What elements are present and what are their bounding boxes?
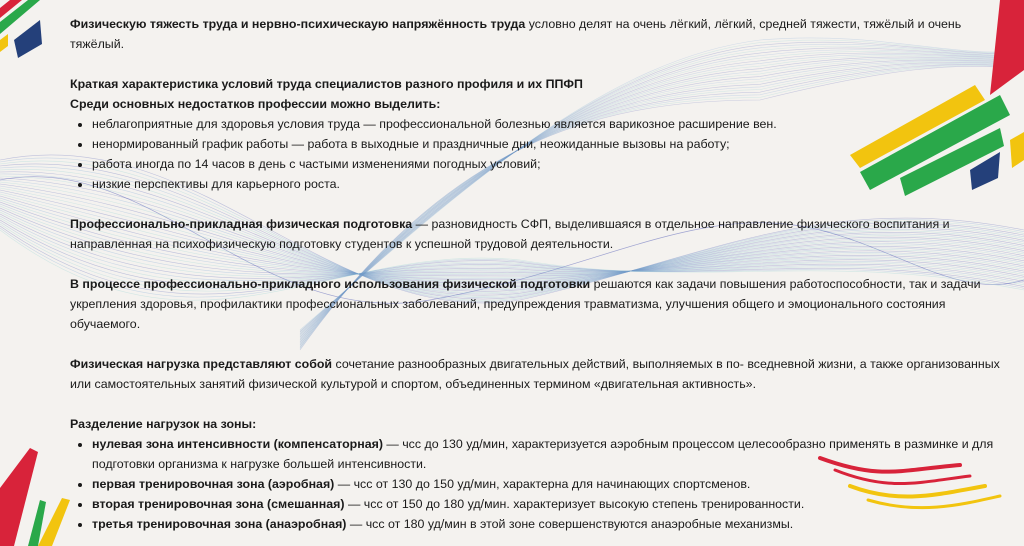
list-item	[92, 494, 1005, 514]
paragraph-bold-lead: В процессе профессионально-прикладного использования физической подготовки	[70, 277, 591, 291]
zone-name: третья тренировочная зона (анаэробная)	[92, 517, 347, 531]
paragraph-bold-lead: Физическая нагрузка представляют собой	[70, 357, 333, 371]
section-title-zones: Разделение нагрузок на зоны:	[70, 417, 257, 431]
corner-navy-block	[14, 20, 42, 58]
corner-red-stripe	[0, 0, 22, 18]
paragraph-bold-lead: Физическую тяжесть труда и нервно-психическаую напряжённость труда	[70, 17, 526, 31]
disadvantages-list	[70, 114, 1005, 194]
bottomleft-green-stripe	[28, 500, 46, 546]
bottomleft-yellow-stripe	[38, 498, 70, 546]
topright-yellow-small	[1010, 132, 1024, 168]
zone-description: — чсс от 150 до 180 уд/мин. характеризует высокую степень тренированности.	[344, 497, 805, 511]
zone-name: вторая тренировочная зона (смешанная)	[92, 497, 345, 511]
document-content	[70, 14, 1005, 534]
list-item	[92, 474, 1005, 494]
paragraph-bold-lead: Профессионально-прикладная физическая подготовка	[70, 217, 413, 231]
corner-yellow-stripe	[0, 34, 8, 52]
list-item	[92, 514, 1005, 534]
paragraph-ppfp-definition	[70, 214, 1005, 254]
paragraph-labor-severity	[70, 14, 1005, 54]
list-item: • ненормированный график работы — работа в выходные и праздничные дни, неожиданные вызовы на работу;	[92, 134, 1005, 154]
zones-list	[70, 434, 1005, 534]
paragraph-text: сочетание разнообразных двигательных действий, выполняемых в по- вседневной жизни, а также организованных или самостоятельных занятий физической культурой и спортом, объединенных термином «двигательная активность».	[70, 357, 1000, 391]
bottomleft-red-stripe	[0, 448, 38, 546]
section-subtitle-disadvantages: Среди основных недостатков профессии можно выделить:	[70, 97, 441, 111]
list-item: • низкие перспективы для карьерного роста.	[92, 174, 1005, 194]
zone-description: — чсс от 180 уд/мин в этой зоне совершенствуются анаэробные механизмы.	[346, 517, 794, 531]
zone-name: нулевая зона интенсивности (компенсаторная)	[92, 437, 383, 451]
zone-name: первая тренировочная зона (аэробная)	[92, 477, 335, 491]
paragraph-text: — разновидность СФП, выделившаяся в отдельное направление физического воспитания и направленная на психофизическую подготовку студентов к успешной трудовой деятельности.	[70, 217, 950, 251]
list-item: • неблагоприятные для здоровья условия труда — профессиональной болезнью является варикозное расширение вен.	[92, 114, 1005, 134]
paragraph-text: условно делят на очень лёгкий, лёгкий, средней тяжести, тяжёлый и очень тяжёлый.	[70, 17, 962, 51]
paragraph-physical-load	[70, 354, 1005, 394]
paragraph-ppfp-tasks	[70, 274, 1005, 334]
section-title-conditions: Краткая характеристика условий труда специалистов разного профиля и их ППФП	[70, 77, 583, 91]
zone-description: — чсс от 130 до 150 уд/мин, характерна для начинающих спортсменов.	[334, 477, 751, 491]
zone-description: — чсс до 130 уд/мин, характеризуется аэробным процессом целесообразно применять в разминке и для подготовки организма к нагрузке большей интенсивности.	[92, 437, 994, 471]
paragraph-text: решаются как задачи повышения работоспособности, так и задачи укрепления здоровья, профилактики профессиональных заболеваний, предупреждения травматизма, улучшения общего и эмоционального состояния обучаемого.	[70, 277, 981, 331]
list-item	[92, 434, 1005, 474]
list-item: • работа иногда по 14 часов в день с частыми изменениями погодных условий;	[92, 154, 1005, 174]
corner-green-stripe	[0, 0, 40, 34]
